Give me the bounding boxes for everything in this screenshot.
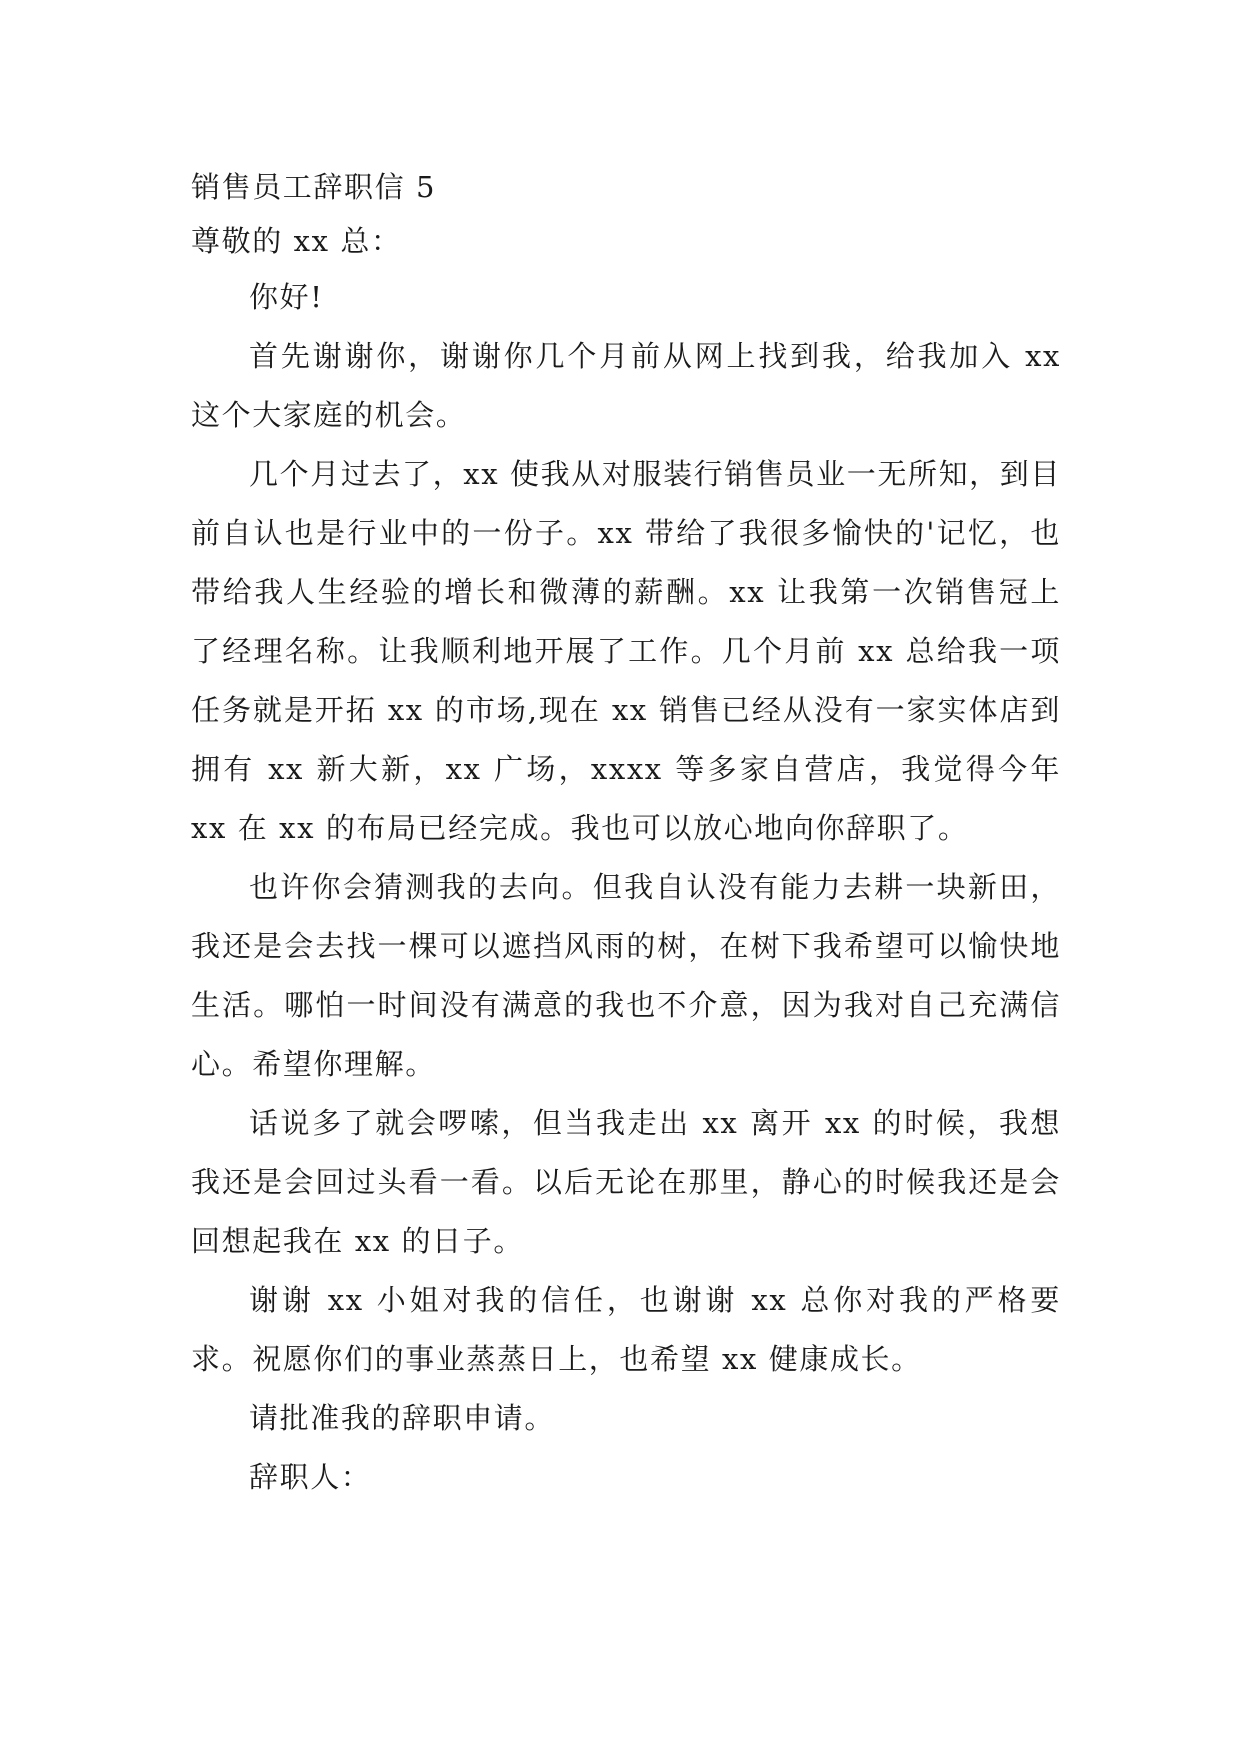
paragraph-future: 也许你会猜测我的去向。但我自认没有能力去耕一块新田，我还是会去找一棵可以遮挡风雨的树，在树下我希望可以愉快地生活。哪怕一时间没有满意的我也不介意，因为我对自己充满信心。希望你理解。 <box>191 870 1061 1081</box>
paragraph-gratitude: 谢谢 xx 小姐对我的信任，也谢谢 xx 总你对我的严格要求。祝愿你们的事业蒸蒸日上，也希望 xx 健康成长。 <box>191 1283 1061 1376</box>
greeting: 你好! <box>249 280 324 314</box>
paragraph-request: 请批准我的辞职申请。 <box>249 1401 556 1435</box>
document-title: 销售员工辞职信 5 <box>191 170 437 204</box>
paragraph-thanks: 首先谢谢你，谢谢你几个月前从网上找到我，给我加入 xx 这个大家庭的机会。 <box>191 339 1061 432</box>
salutation: 尊敬的 xx 总： <box>191 224 402 258</box>
paragraph-experience: 几个月过去了，xx 使我从对服装行销售员业一无所知，到目前自认也是行业中的一份子。xx 带给了我很多愉快的'记忆，也带给我人生经验的增长和微薄的薪酬。xx 让我第一次销售冠上了经理名称。让我顺利地开展了工作。几个月前 xx 总给我一项任务就是开拓 xx 的市场,现在 xx 销售已经从没有一家实体店到拥有 xx 新大新，xx 广场，xxxx 等多家自营店，我觉得今年 xx 在 xx 的布局已经完成。我也可以放心地向你辞职了。 <box>191 457 1061 845</box>
letter-body <box>191 162 1061 1507</box>
signature-label: 辞职人： <box>249 1460 372 1494</box>
paragraph-farewell: 话说多了就会啰嗦，但当我走出 xx 离开 xx 的时候，我想我还是会回过头看一看。以后无论在那里，静心的时候我还是会回想起我在 xx 的日子。 <box>191 1106 1061 1258</box>
